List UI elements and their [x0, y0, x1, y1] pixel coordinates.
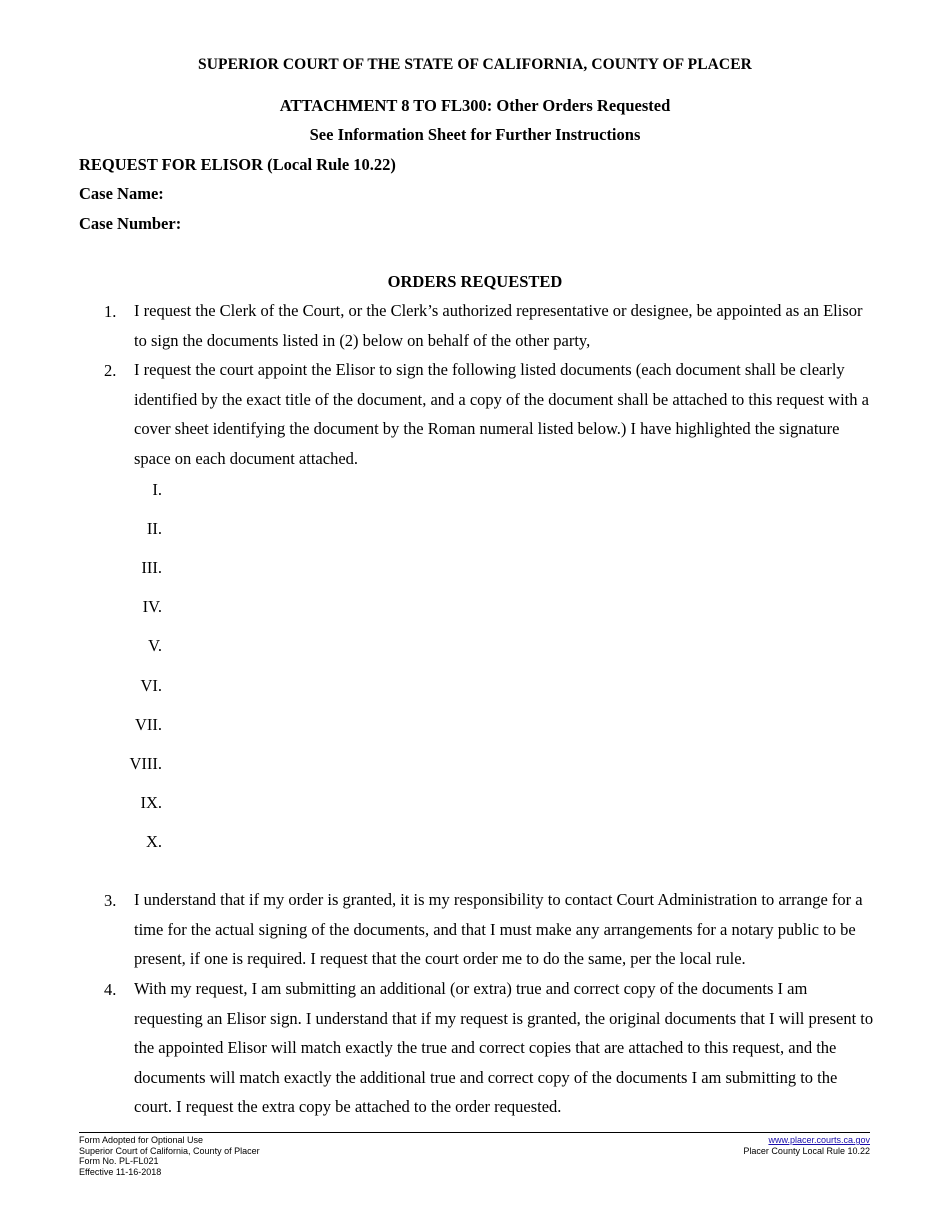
document-list-item: I. [152, 480, 162, 499]
footer-right-info [743, 1135, 870, 1156]
document-list-item: VII. [134, 715, 162, 734]
court-website-link[interactable]: www.placer.courts.ca.gov [768, 1135, 870, 1145]
footer-line: Form Adopted for Optional Use [79, 1135, 204, 1145]
order-item-text: I understand that if my order is granted, it is my responsibility to contact Court Administration to arrange for a time for the actual signing of the documents, and that I must make any arrangements for a notary public to be present, if one is required. I request that the court order me to do the same, per the local rule. [134, 890, 863, 969]
document-list-item: V. [148, 636, 162, 655]
attachment-title: ATTACHMENT 8 TO FL300: Other Orders Requested [279, 96, 671, 115]
orders-requested-title: ORDERS REQUESTED [387, 272, 563, 291]
order-item-number: 4. [104, 980, 117, 999]
case-number-label: Case Number: [79, 214, 182, 233]
court-title: SUPERIOR COURT OF THE STATE OF CALIFORNIA, COUNTY OF PLACER [198, 56, 752, 73]
footer-form-info [79, 1135, 260, 1177]
order-item-number: 1. [104, 302, 117, 321]
info-sheet-instruction: See Information Sheet for Further Instructions [309, 125, 641, 144]
order-item-number: 3. [104, 891, 117, 910]
document-list-item: X. [145, 832, 162, 851]
case-name-label: Case Name: [79, 184, 164, 203]
document-list-item: IX. [140, 793, 162, 812]
local-rule-reference: Placer County Local Rule 10.22 [743, 1145, 870, 1156]
document-list-item: VIII. [129, 754, 162, 773]
order-item-text: I request the Clerk of the Court, or the Clerk’s authorized representative or designee, be appointed as an Elisor to sign the documents listed in (2) below on behalf of the other party, [134, 301, 863, 350]
footer-line: Effective 11-16-2018 [79, 1166, 162, 1177]
order-item-text: With my request, I am submitting an additional (or extra) true and correct copy of the documents I am requesting an Elisor sign. I understand that if my request is granted, the original documents that I will present to the appointed Elisor will match exactly the true and correct copies that are attached to this request, and the documents will match exactly the additional true and correct copy of the documents I am submitting to the court. I request the extra copy be attached to the order requested. [134, 979, 874, 1117]
footer-divider [79, 1132, 870, 1133]
order-item-text: I request the court appoint the Elisor to sign the following listed documents (each document shall be clearly identified by the exact title of the document, and a copy of the document shall be attached to this request with a cover sheet identifying the document by the Roman numeral listed below.) I have highlighted the signature space on each document attached. [134, 360, 869, 468]
order-item-number: 2. [104, 361, 117, 380]
document-list-item: II. [146, 519, 162, 538]
footer-line: Superior Court of California, County of Placer [79, 1145, 260, 1156]
document-list-item: III. [141, 558, 162, 577]
request-heading: REQUEST FOR ELISOR (Local Rule 10.22) [79, 155, 396, 174]
document-list-item: IV. [142, 597, 162, 616]
document-list-item: VI. [140, 676, 162, 695]
footer-line: Form No. PL-FL021 [79, 1156, 159, 1166]
